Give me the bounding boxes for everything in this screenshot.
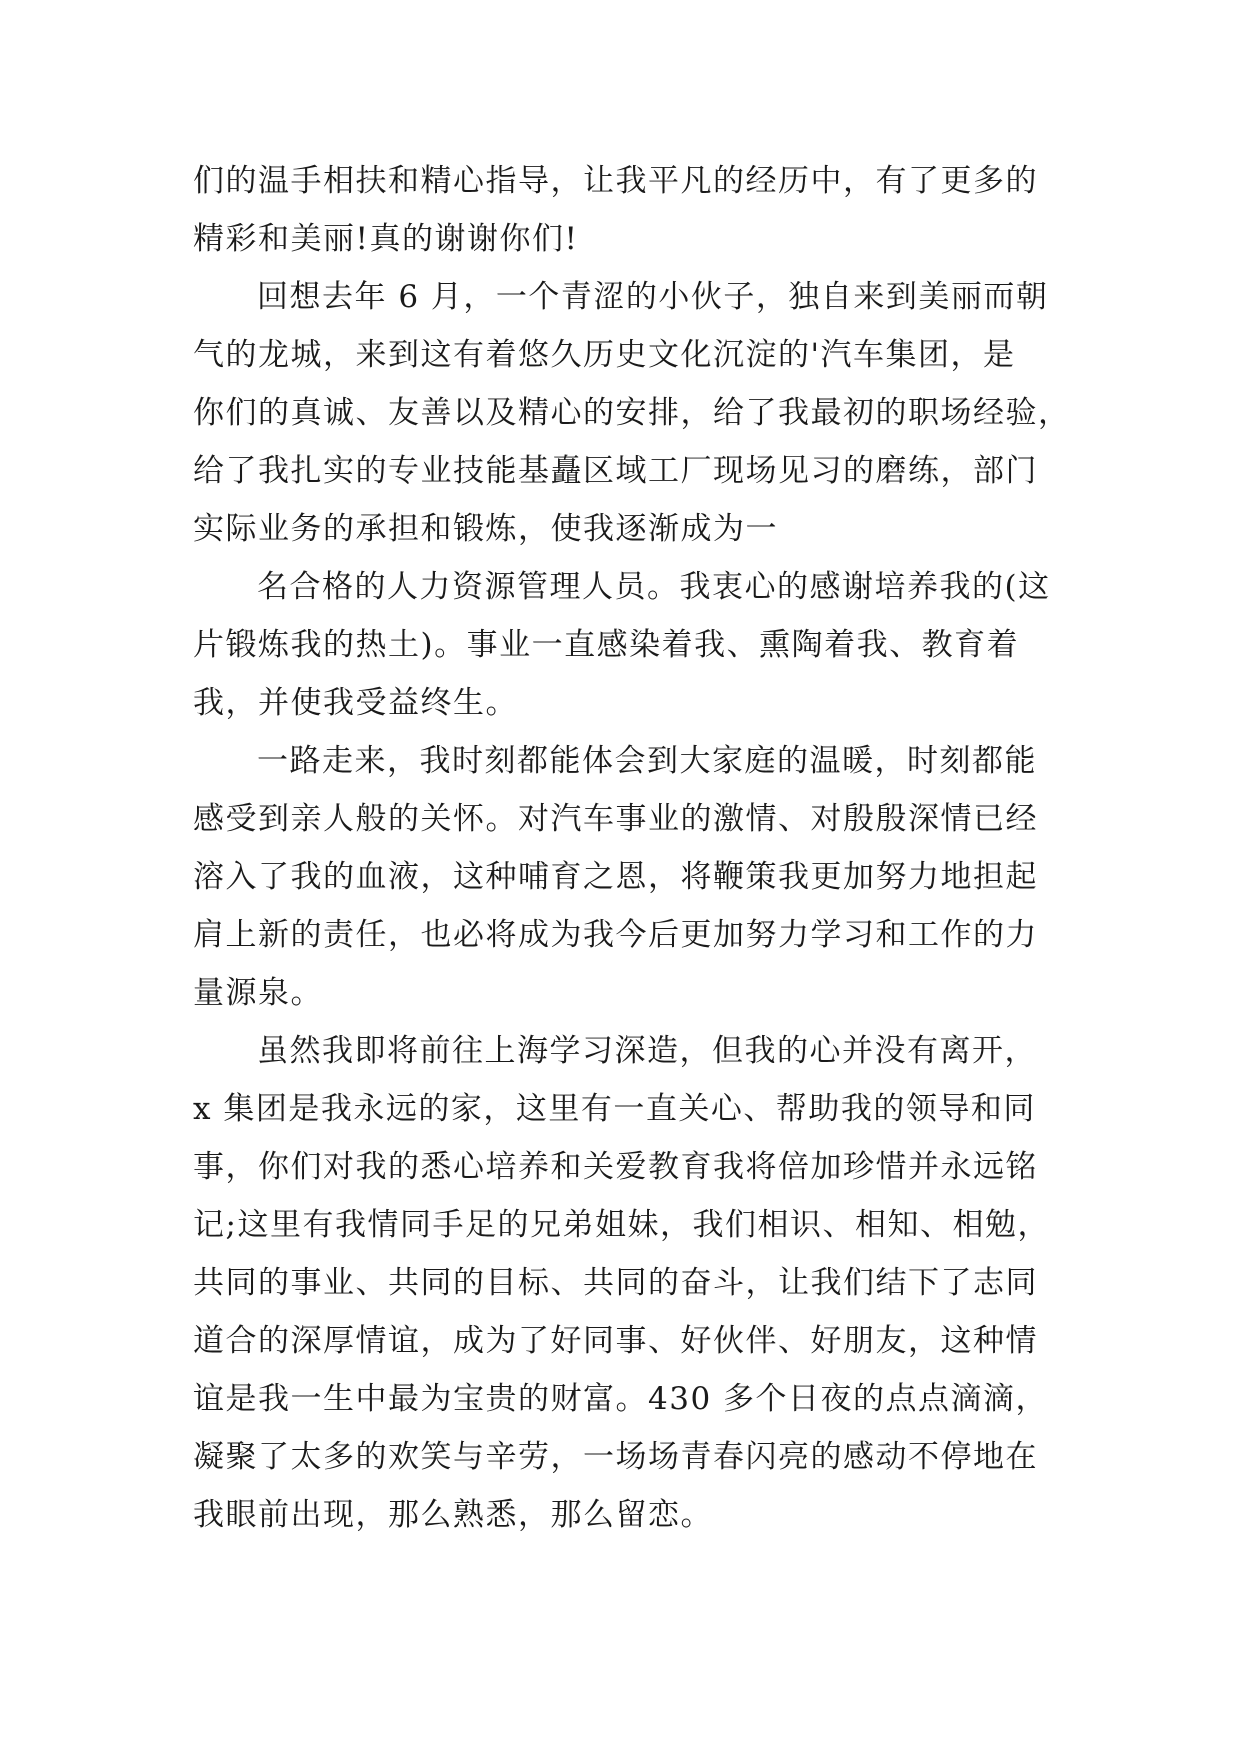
text-line: 你们的真诚、友善以及精心的安排，给了我最初的职场经验，	[193, 395, 1071, 431]
text-line: 一路走来，我时刻都能体会到大家庭的温暖，时刻都能	[257, 743, 1037, 779]
text-line: 我眼前出现，那么熟悉，那么留恋。	[193, 1497, 713, 1533]
text-line: 气的龙城，来到这有着悠久历史文化沉淀的'汽车集团，是	[193, 337, 1016, 373]
text-line: 凝聚了太多的欢笑与辛劳，一场场青春闪亮的感动不停地在	[193, 1439, 1038, 1475]
text-line: 给了我扎实的专业技能基矗区域工厂现场见习的磨练，部门	[193, 453, 1038, 489]
text-line: 共同的事业、共同的目标、共同的奋斗，让我们结下了志同	[193, 1265, 1038, 1301]
text-line: 记;这里有我情同手足的兄弟姐妹，我们相识、相知、相勉，	[193, 1207, 1050, 1243]
text-line: 谊是我一生中最为宝贵的财富。430 多个日夜的点点滴滴，	[193, 1381, 1049, 1417]
text-line: 实际业务的承担和锻炼，使我逐渐成为一	[193, 511, 778, 547]
text-line: 片锻炼我的热土)。事业一直感染着我、熏陶着我、教育着	[193, 627, 1020, 663]
text-line: 精彩和美丽!真的谢谢你们!	[193, 221, 579, 257]
text-line: 感受到亲人般的关怀。对汽车事业的激情、对殷殷深情已经	[193, 801, 1038, 837]
text-line: 溶入了我的血液，这种哺育之恩，将鞭策我更加努力地担起	[193, 859, 1038, 895]
body-text	[193, 152, 1071, 1544]
text-line: 量源泉。	[193, 975, 323, 1011]
text-line: 肩上新的责任，也必将成为我今后更加努力学习和工作的力	[193, 917, 1038, 953]
text-line: 道合的深厚情谊，成为了好同事、好伙伴、好朋友，这种情	[193, 1323, 1038, 1359]
text-line: 们的温手相扶和精心指导，让我平凡的经历中，有了更多的	[193, 163, 1038, 199]
text-line: 事，你们对我的悉心培养和关爱教育我将倍加珍惜并永远铭	[193, 1149, 1038, 1185]
text-line: 我，并使我受益终生。	[193, 685, 518, 721]
text-line: 回想去年 6 月，一个青涩的小伙子，独自来到美丽而朝	[257, 279, 1049, 315]
text-line: 虽然我即将前往上海学习深造，但我的心并没有离开，	[257, 1033, 1037, 1069]
text-line: x 集团是我永远的家，这里有一直关心、帮助我的领导和同	[193, 1091, 1036, 1127]
text-line: 名合格的人力资源管理人员。我衷心的感谢培养我的(这	[257, 569, 1051, 605]
